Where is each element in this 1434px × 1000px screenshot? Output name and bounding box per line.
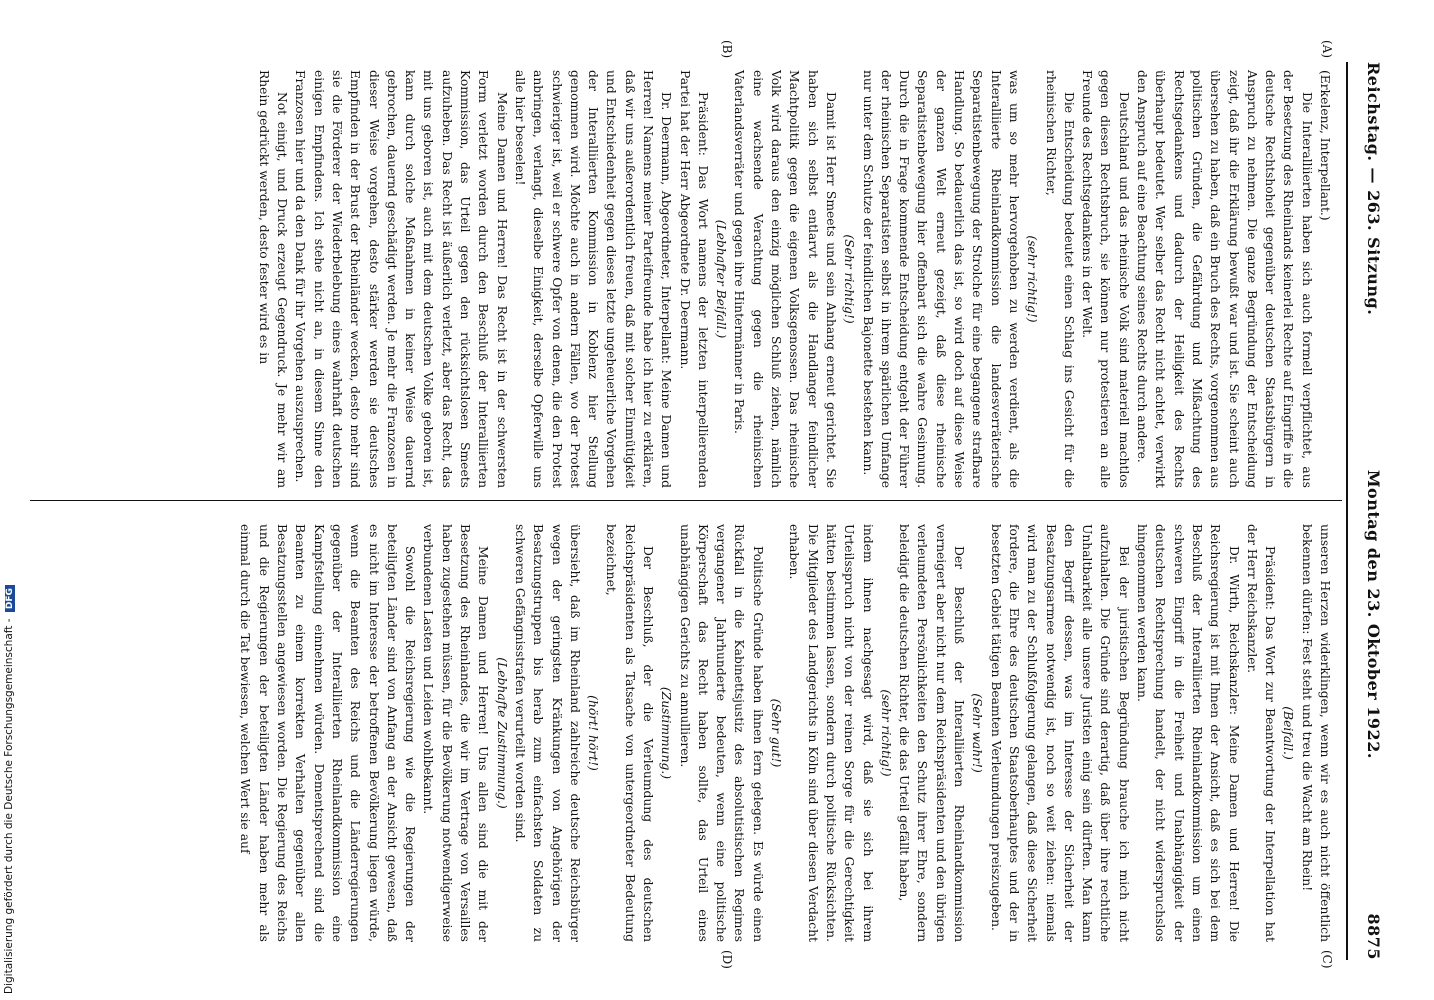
interjection: (Beifall.) — [1281, 706, 1296, 760]
header-left: Reichstag. — 263. Sitzung. — [1364, 62, 1384, 316]
interjection: (Lebhafter Beifall.) — [714, 219, 729, 339]
paragraph: Präsident: Das Wort zur Beantwortung der Interpellation hat der Herr Reichskanzler. — [1244, 524, 1278, 942]
page-number: 8875 — [1364, 913, 1384, 960]
paragraph: was um so mehr hervorgehoben zu werden verdient, als die Interalliierte Rheinlandkommission die landesverräterische Separatistenbewegung der Strolche für eine begangene strafbare Handlung. So bedauerlich das ist, so wird doch auf diese Weise der ganzen Welt erneut gezeigt, daß diese rheinische Separatistenbewegung hier offenbart sich die wahre Gesinnung. Durch die in Frage kommende Entscheidung entgeht der Führer der rheinischen Separatisten selbst in ihrem spärlichen Umfange nur unter dem Schutze der feindlichen Bajonette bestehen kann. — [860, 70, 1021, 488]
right-column — [236, 524, 1334, 942]
paragraph: Damit ist Herr Smeets und sein Anhang erneut gerichtet. Sie haben sich selbst entlarvt als die Handlanger feindlicher Machtpolitik gegen die eigenen Volksgenossen. Das rheinische Volk wird daraus den einzig möglichen Schluß ziehen, nämlich eine wachsende Verachtung gegen die rheinischen Vaterlandsverräter und gegen ihre Hintermänner in Paris. — [732, 70, 838, 488]
left-column — [254, 70, 1334, 488]
paragraph: Dr. Deermann, Abgeordneter, Interpellant: Meine Damen und Herren! Namens meiner Parteifreunde habe ich hier zu erklären, daß wir uns außerordentlich freuen, daß mit solcher Einmütigkeit und Entschiedenheit gegen dieses letzte ungeheuerliche Vorgehen der Interalliierten Kommission in Koblenz hier Stellung genommen wird. Möchte auch in andern Fällen, wo der Protest schwieriger ist, weil er schwere Opfer von denen, die den Protest anbringen, verlangt, dieselbe Einigkeit, derselbe Opferwille uns alle hier beseelen! — [512, 70, 674, 488]
margin-mark-a: (A) — [1320, 40, 1334, 59]
column-divider — [30, 500, 1342, 501]
page-header — [1356, 62, 1392, 960]
paragraph: Der Beschluß, der die Verleumdung des deutschen Reichspräsidenten als Tatsache von untergeordneter Bedeutung bezeichnet, — [604, 524, 656, 942]
paragraph: Politische Gründe haben ihnen fern gelegen. Es würde einen Rückfall in die Kabinettsjustiz des absolutistischen Regimes vergangener Jahrhunderte bedeuten, wenn eine politische Körperschaft das Recht haben sollte, das Urteil eines unabhängigen Gerichts zu annullieren. — [677, 524, 765, 942]
header-rule — [1346, 62, 1348, 960]
margin-mark-d: (D) — [720, 950, 734, 969]
paragraph: (Erkelenz, Interpellant.) — [1318, 70, 1332, 221]
interjection: (Sehr wahr!) — [970, 693, 985, 773]
paragraph: Dr. Wirth, Reichskanzler: Meine Damen und Herren! Die Reichsregierung ist mit Ihnen der Ansicht, daß es sich bei dem Beschluß der Interalliierten Rheinlandkommission um einen schweren Eingriff in die Freiheit und Unabhängigkeit der deutschen Rechtsprechung handelt, der nicht widerspruchslos hingenommen werden kann. — [1135, 524, 1241, 942]
paragraph: unseren Herzen widerklingen, wenn wir es auch nicht öffentlich bekennen dürfen: Fest steht und treu die Wacht am Rhein! — [1299, 524, 1332, 942]
paragraph: Präsident: Das Wort namens der letzten interpellierenden Partei hat der Herr Abgeordnete Dr. Deermann. — [677, 70, 710, 488]
paragraph: Meine Damen und Herren! Uns allen sind die mit der Besetzung des Rheinlandes, die wir im Vertrage von Versailles haben zugestehen müssen, für die Bevölkerung notwendigerweise verbundenen Lasten und Leiden wohlbekannt. — [421, 524, 491, 942]
interjection: (Sehr gut!) — [769, 698, 784, 768]
dfg-credit — [3, 585, 15, 994]
dfg-logo: DFG — [5, 585, 15, 612]
paragraph: indem ihnen nachgesagt wird, daß sie sich bei ihrem Urteilsspruch nicht von der reinen Sorge für die Gerechtigkeit hätten bestimmen lassen, sondern durch politische Rücksichten. Die Mitglieder des Landgerichts in Köln sind über diesen Verdacht erhaben. — [787, 524, 875, 942]
header-center: Montag den 23. Oktober 1922. — [1364, 469, 1384, 759]
paragraph: übersieht, daß im Rheinland zahlreiche deutsche Reichsbürger wegen der geringsten Kränkungen von Angehörigen der Besatzungstruppen bis herab zum einfachsten Soldaten zu schweren Gefängnisstrafen verurteilt worden sind. — [512, 524, 582, 942]
interjection: (Sehr richtig!) — [842, 234, 857, 324]
paragraph: Sowohl die Reichsregierung wie die Regierungen der beteiligten Länder sind von Anfang an der Ansicht gewesen, daß es nicht im Interesse der betroffenen Bevölkerung liegen würde, wenn die Beamten des Reichs und die Länderregierungen gegenüber der Interalliierten Rheinlandkommission eine Kampfstellung einnehmen würden. Dementsprechend sind die Beamten zu einem korrekten Verhalten gegenüber allen Besatzungsstellen angewiesen worden. Die Regierung des Reichs und die Regierungen der beteiligten Länder haben mehr als einmal durch die Tat bewiesen, welchen Wert sie auf — [238, 524, 418, 942]
paragraph: Meine Damen und Herren! Das Recht ist in der schwersten Form verletzt worden durch den Beschluß der Interalliierten Kommission, das Urteil gegen den rücksichtslosen Smeets aufzuheben. Das Recht ist äußerlich verletzt, aber das Recht, das mit uns geboren ist, auch mit dem deutschen Volke geboren ist, kann durch solche Maßnahmen in keiner Weise dauernd gebrochen, dauernd geschädigt werden. Je mehr die Franzosen in dieser Weise vorgehen, desto stärker werden sie deutsches Empfinden in der Brust der Rheinländer wecken, desto mehr sind sie die Förderer der Wiederbelebung eines wahrhaft deutschen einigen Empfindens. Ich stehe nicht an, in diesem Sinne den Franzosen hier und da den Dank für ihr Vorgehen auszusprechen. — [293, 70, 509, 488]
paragraph: Die Interalliierten haben sich auch formell verpflichtet, aus der Besetzung des Rheinlands keinerlei Rechte auf Eingriffe in die deutsche Rechtshoheit gegenüber deutschen Staatsbürgern in Anspruch zu nehmen. Die ganze Begründung der Entscheidung zeigt, daß ihr die Erklärung bewußt war und ist. Sie scheint auch übersehen zu haben, daß ein Bruch des Rechts, vorgenommen aus politischen Gründen, die Gefährdung und Mißachtung des Rechtsgedankens und dadurch der Heiligkeit des Rechts überhaupt bedeutet. Wer selber das Recht nicht achtet, verwirkt den Anspruch auf eine Beachtung seines Rechts durch andere. — [1135, 70, 1314, 488]
interjection: (Lebhafte Zustimmung.) — [494, 657, 509, 809]
paragraph: Bei der juristischen Begründung brauche ich mich nicht aufzuhalten. Die Gründe sind derartig, daß über ihre rechtliche Unhaltbarkeit alle unsere Juristen einig sein dürften. Man kann den Begriff dessen, was im Interesse der Sicherheit der Besatzungsarmee notwendig ist, noch so weit ziehen: niemals wird man zu der Schlußfolgerung gelangen, daß diese Sicherheit fordere, die Ehre des deutschen Staatsoberhauptes und der in besetzten Gebiet tätigen Beamten Verleumdungen preiszugeben. — [988, 524, 1131, 942]
footer-strip — [1, 0, 17, 1000]
paragraph: Die Entscheidung bedeutet einen Schlag ins Gesicht für die rheinischen Richter, — [1043, 70, 1076, 488]
paragraph: Deutschland und das rheinische Volk sind materiell machtlos gegen diesen Rechtsbruch, sie können nur protestieren an alle Freunde des Rechtsgedankens in der Welt. — [1080, 70, 1131, 488]
margin-mark-c: (C) — [1320, 950, 1334, 969]
interjection: (hört! hört!) — [586, 695, 601, 771]
paragraph: Not einigt, und Druck erzeugt Gegendruck. Je mehr wir am Rhein gedrückt werden, desto fester wird es in — [256, 70, 290, 488]
margin-mark-b: (B) — [720, 40, 734, 59]
interjection: (sehr richtig!) — [878, 689, 893, 777]
interjection: (sehr richtig!) — [1025, 235, 1040, 323]
paragraph: Der Beschluß der Interalliierten Rheinlandkommission verneigert aber nicht nur dem Reichspräsidenten und den übrigen verleumdeten Persönlichkeiten den Schutz ihrer Ehre, sondern beleidigt die deutschen Richter, die das Urteil gefällt haben, — [897, 524, 967, 942]
dfg-credit-text: Digitalisierung gefördert durch die Deutsche Forschungsgemeinschaft - — [3, 618, 15, 994]
interjection: (Zustimmung.) — [659, 686, 674, 780]
